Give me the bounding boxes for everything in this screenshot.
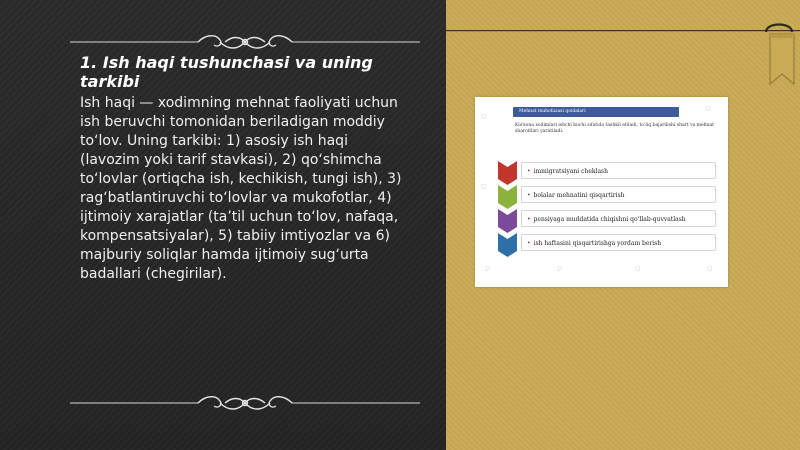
inset-watermark: D: [481, 113, 487, 121]
bullet-icon: •: [527, 168, 531, 175]
bullet-icon: •: [527, 216, 531, 223]
inset-row: [498, 209, 718, 229]
accent-line: [446, 30, 800, 32]
slide-title: 1. Ish haqi tushunchasi va uning tarkibi: [80, 53, 373, 91]
inset-watermark: D: [481, 183, 487, 191]
chevron-marker-icon: [498, 185, 517, 209]
bottom-flourish-ornament-icon: [70, 391, 420, 415]
bullet-icon: •: [527, 192, 531, 199]
inset-row-label: • bolalar mehnatini qisqartirish: [521, 186, 716, 203]
chevron-marker-icon: [498, 209, 517, 233]
inset-diagram-image: [475, 97, 728, 287]
inset-row: [498, 233, 718, 253]
inset-watermark: D: [705, 105, 711, 113]
inset-watermark: D: [557, 265, 563, 273]
slide-body-text: Ish haqi — xodimning mehnat faoliyati uchun ish beruvchi tomonidan beriladigan moddiy to‘lov. Uning tarkibi: 1) asosiy ish haqi (lavozim yoki tarif stavkasi), 2) qo‘shimcha to‘lovlar (ortiqcha ish, kechikish, tungi ish), 3) rag‘batlantiruvchi to‘lovlar va mukofotlar, 4) ijtimoiy xarajatlar (ta’til uchun to‘lov, nafaqa, kompensatsiyalar), 5) tabiiy imtiyozlar va 6) majburiy soliqlar hamda ijtimoiy sug‘urta badallari (chegirilar).: [80, 95, 402, 282]
bullet-icon: •: [527, 240, 531, 247]
top-flourish-ornament-icon: [70, 30, 420, 54]
inset-row: [498, 161, 718, 181]
inset-row-label: • immigratsiyani cheklash: [521, 162, 716, 179]
inset-intro-text: Korxona xodimlari ishchi kuchi sifatida tashkil etiladi, to‘liq bajarilishi shart va mehnat sharoitlari yaratiladi.: [515, 123, 714, 134]
inset-watermark: D: [635, 265, 641, 273]
inset-watermark: D: [707, 265, 713, 273]
inset-header: Mehnat muhofazasi qoidalari: [513, 107, 679, 117]
inset-row-label: • ish haftasini qisqartirishga yordam berish: [521, 234, 716, 251]
chevron-marker-icon: [498, 233, 517, 257]
chevron-marker-icon: [498, 161, 517, 185]
inset-row-label: • pensiyaga muddatida chiqishni qo‘llab-quvvatlash: [521, 210, 716, 227]
inset-row: [498, 185, 718, 205]
inset-watermark: D: [485, 265, 491, 273]
bookmark-ribbon-icon: [762, 18, 798, 88]
